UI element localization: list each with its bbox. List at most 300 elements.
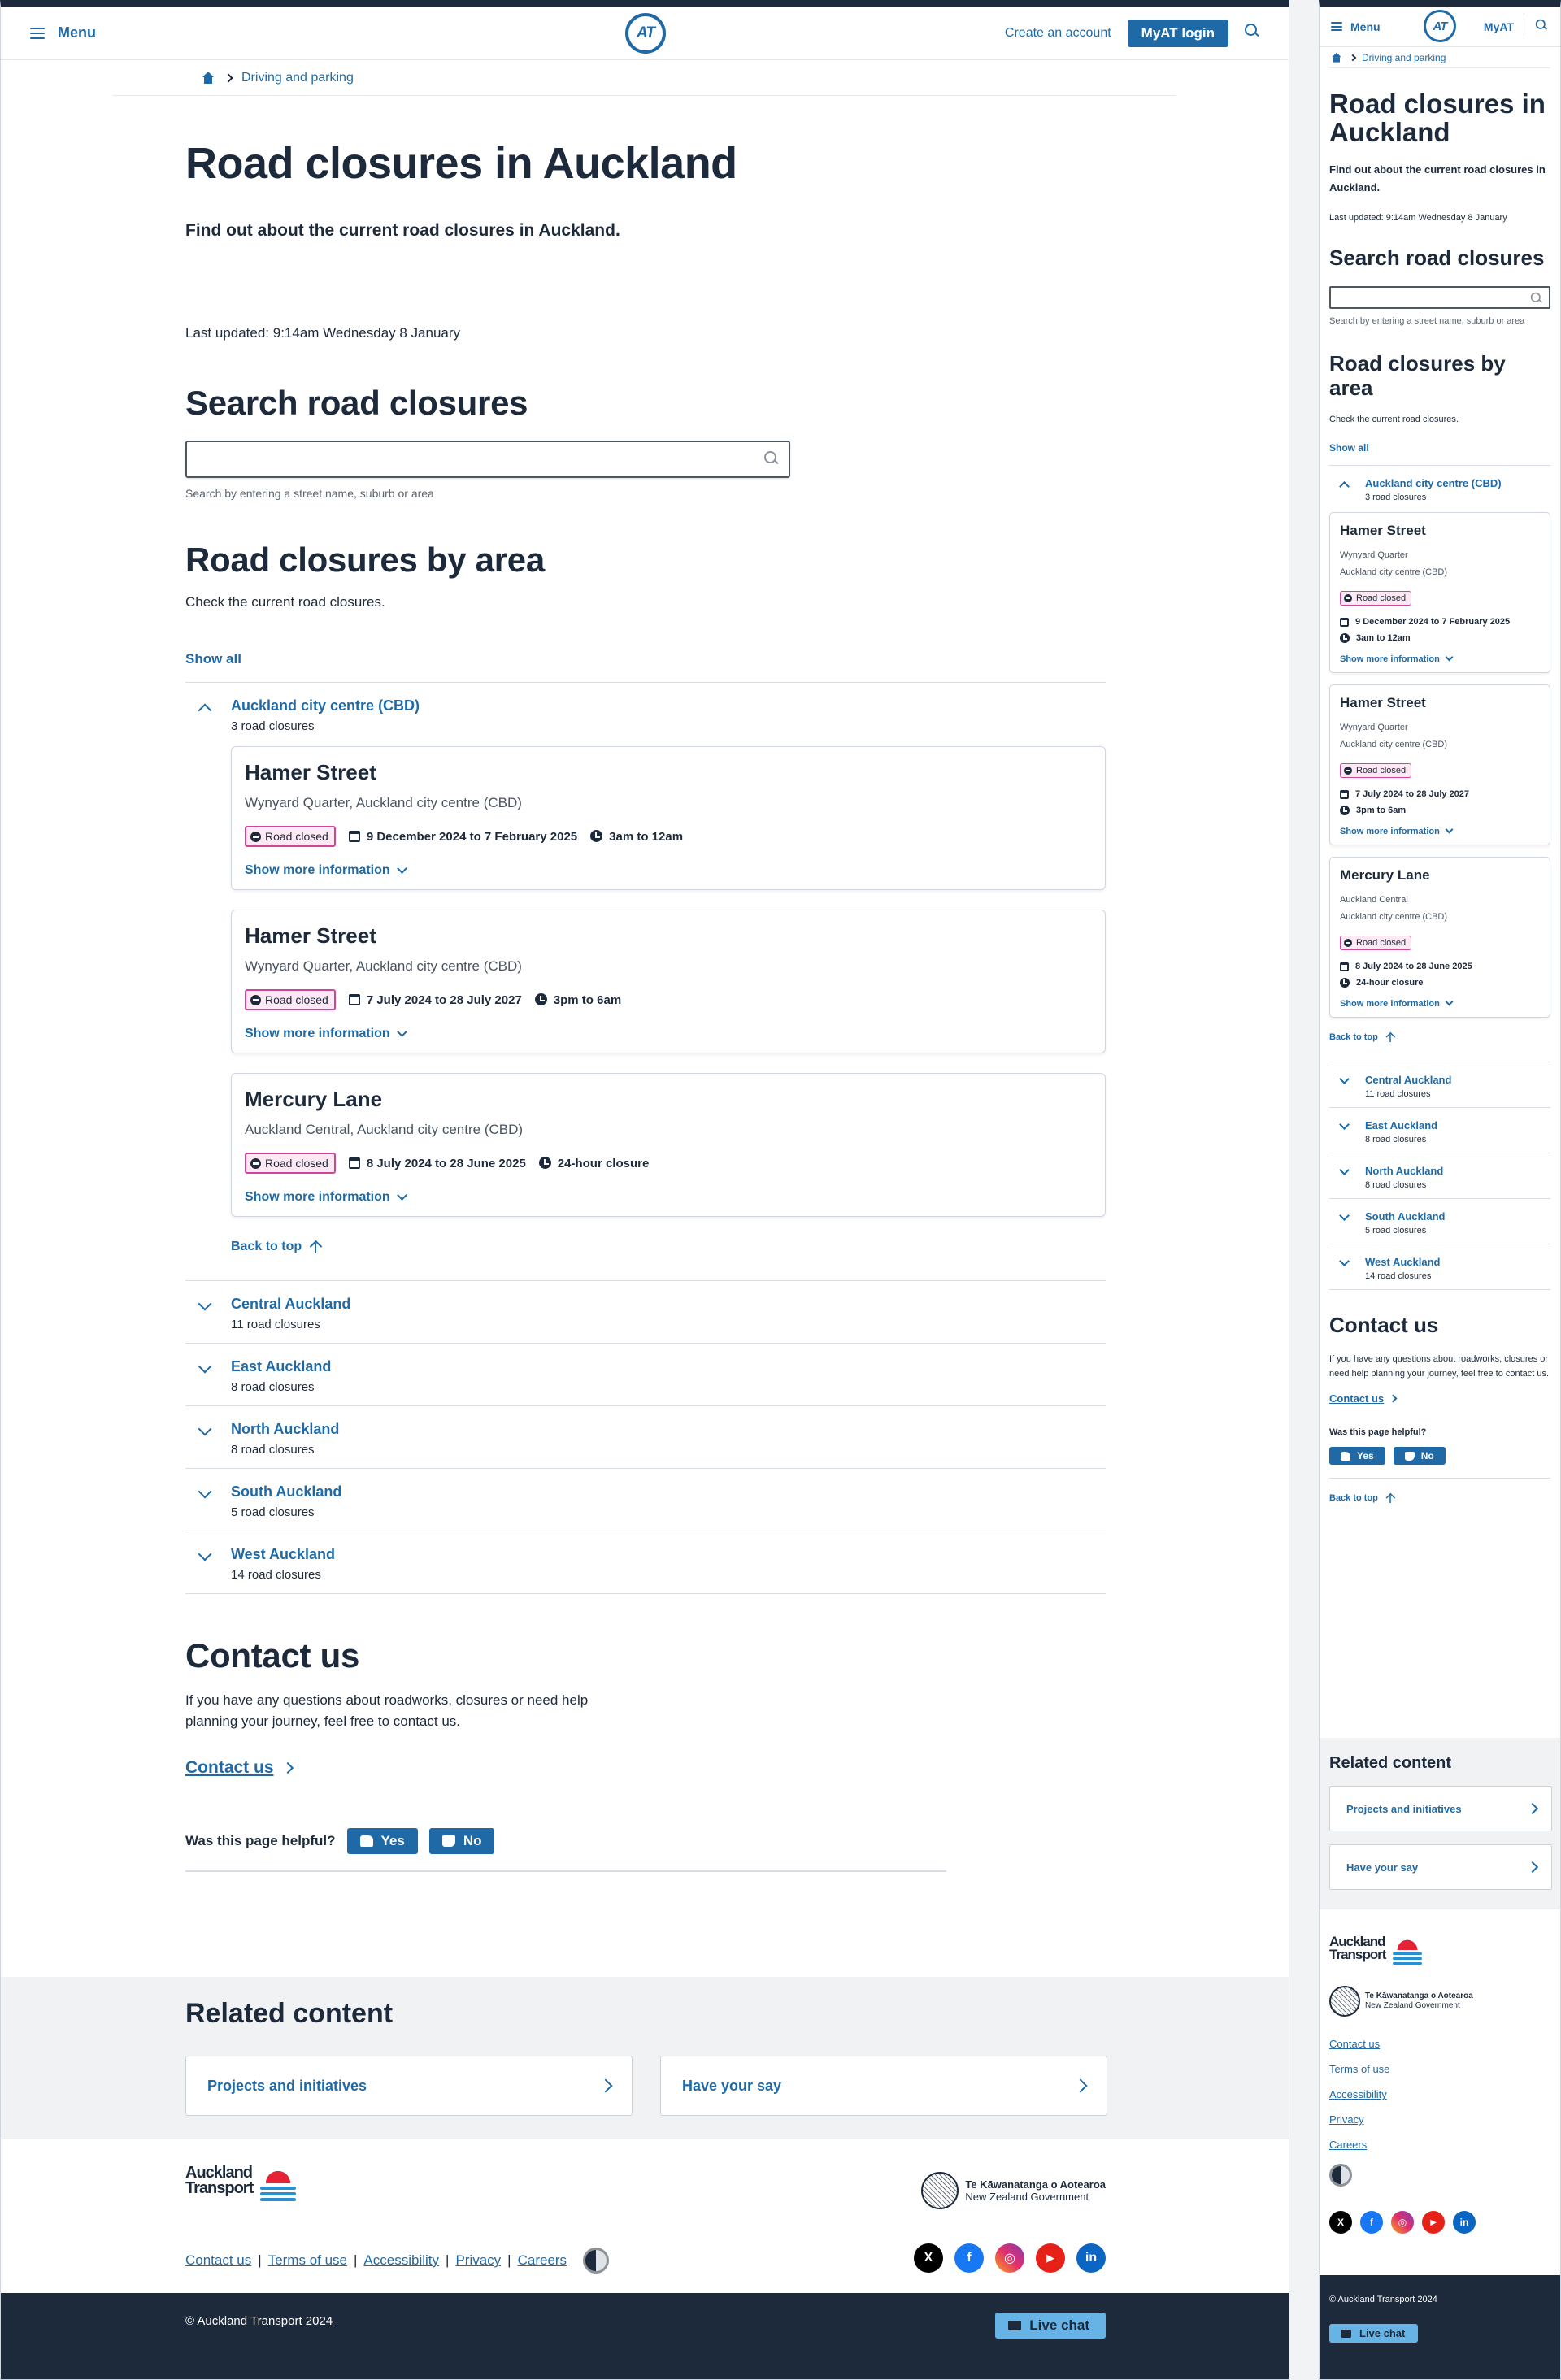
thumbs-up-icon [360, 1835, 373, 1847]
search-hint: Search by entering a street name, suburb or area [185, 487, 434, 500]
closure-dates [349, 993, 522, 1007]
gov-line-1: Te Kāwanatanga o Aotearoa [1365, 1991, 1473, 2000]
accordion-item-north [1329, 1153, 1550, 1199]
menu-button[interactable] [1331, 20, 1381, 33]
show-more-button[interactable] [245, 1190, 1092, 1205]
accordion-title-north[interactable]: North Auckland [1365, 1165, 1444, 1177]
hamburger-icon [30, 28, 45, 39]
dates-text: 9 December 2024 to 7 February 2025 [366, 829, 578, 844]
calendar-icon [349, 831, 360, 842]
footer-link-contact[interactable]: Contact us [1329, 2038, 1381, 2050]
no-entry-icon [1344, 939, 1352, 947]
chevron-down-icon[interactable] [1339, 1165, 1350, 1175]
chevron-down-icon [1445, 654, 1453, 662]
chevron-down-icon[interactable] [198, 1360, 212, 1374]
closure-meta [245, 826, 1092, 847]
feedback-yes-button[interactable] [1329, 1447, 1385, 1465]
breadcrumb [1329, 47, 1550, 68]
chevron-down-icon [397, 1190, 407, 1201]
footer-link-accessibility[interactable]: Accessibility [1329, 2088, 1387, 2100]
related-content [1320, 1738, 1561, 1909]
instagram-icon[interactable]: ◎ [995, 2243, 1024, 2273]
breadcrumb-home[interactable] [1329, 51, 1344, 64]
related-label: Projects and initiatives [1346, 1802, 1462, 1815]
site-footer [1, 2139, 1289, 2299]
chevron-down-icon[interactable] [198, 1548, 212, 1561]
nz-government-logo [921, 2172, 1106, 2209]
chevron-up-icon[interactable] [1339, 481, 1350, 492]
arrow-up-icon [1386, 1493, 1395, 1503]
main-content [1320, 89, 1560, 1505]
chat-icon [1341, 2330, 1351, 2338]
closure-street: Hamer Street [1340, 695, 1426, 710]
related-card-have-your-say[interactable] [1329, 1844, 1552, 1890]
dates-text: 9 December 2024 to 7 February 2025 [1355, 617, 1511, 627]
calendar-icon [1340, 790, 1349, 799]
show-more-button[interactable] [245, 1027, 1092, 1041]
accordion-title-north[interactable]: North Auckland [231, 1421, 340, 1437]
clock-icon [535, 993, 547, 1005]
facebook-icon[interactable]: f [1360, 2211, 1383, 2234]
back-to-top-label: Back to top [1329, 1032, 1378, 1042]
show-more-label: Show more information [1340, 827, 1440, 836]
myat-login-link[interactable]: MyAT [1483, 20, 1514, 33]
show-more-button[interactable] [1340, 654, 1540, 664]
social-links [914, 2243, 1106, 2273]
back-to-top-label: Back to top [231, 1240, 302, 1253]
search-icon [1536, 20, 1547, 31]
pohutukawa-icon [260, 2165, 296, 2206]
clock-icon [590, 830, 602, 842]
status-label: Road closed [265, 993, 328, 1006]
page-lead: Find out about the current road closures in Auckland. [185, 221, 620, 240]
mobile-header [1320, 7, 1560, 47]
calendar-icon [349, 1157, 360, 1169]
accordion-title-west[interactable]: West Auckland [231, 1546, 336, 1562]
accordion-item-central [1329, 1062, 1550, 1108]
closure-street: Hamer Street [1340, 523, 1426, 538]
show-more-label: Show more information [1340, 999, 1440, 1009]
show-more-label: Show more information [245, 1190, 390, 1204]
chevron-down-icon [1445, 826, 1453, 834]
last-updated: Last updated: 9:14am Wednesday 8 January [185, 325, 461, 341]
chevron-down-icon [397, 863, 407, 874]
accordion-panel [1329, 502, 1550, 1053]
chevron-right-icon [224, 73, 233, 82]
thumbs-up-icon [1341, 1452, 1350, 1461]
contact-us-link[interactable] [185, 1758, 292, 1778]
gov-text [1365, 1991, 1473, 2011]
myat-login-button[interactable]: MyAT login [1128, 20, 1228, 47]
related-card-projects[interactable] [1329, 1786, 1552, 1831]
thumbs-down-icon [1405, 1452, 1415, 1461]
location-line-2: Auckland city centre (CBD) [1340, 740, 1448, 749]
dates-text: 8 July 2024 to 28 June 2025 [1355, 962, 1472, 971]
search-hint: Search by entering a street name, suburb or area [1329, 316, 1525, 326]
chevron-down-icon [397, 1027, 407, 1037]
live-chat-button[interactable] [1329, 2324, 1418, 2343]
create-account-link[interactable]: Create an account [1004, 25, 1111, 40]
accordion-item-central [185, 1281, 1106, 1344]
show-more-label: Show more information [1340, 654, 1440, 664]
feedback-question: Was this page helpful? [1329, 1427, 1427, 1437]
chevron-down-icon[interactable] [1339, 1119, 1350, 1130]
back-to-top-link[interactable] [1329, 1031, 1396, 1044]
status-badge [245, 826, 336, 847]
closure-card [1329, 512, 1550, 673]
chevron-right-icon [1074, 2079, 1088, 2093]
feedback-bar [1329, 1447, 1550, 1465]
social-links [1329, 2211, 1552, 2234]
brand-wordmark [1329, 1935, 1385, 1961]
closure-time [539, 1157, 650, 1170]
copyright: © Auckland Transport 2024 [185, 2314, 333, 2328]
footer-bottom-bar [1, 2293, 1289, 2379]
closure-card [1329, 684, 1550, 845]
feedback-no-button[interactable] [429, 1828, 495, 1854]
arrow-up-icon [310, 1240, 321, 1253]
accordion-count: 14 road closures [1365, 1271, 1432, 1281]
search-heading: Search road closures [1329, 245, 1545, 270]
closure-dates [1340, 617, 1540, 627]
status-label: Road closed [265, 1157, 328, 1170]
show-more-button[interactable] [1340, 999, 1540, 1009]
search-icon [1245, 24, 1259, 38]
calendar-icon [1340, 618, 1349, 627]
show-more-button[interactable] [245, 863, 1092, 878]
time-text: 24-hour closure [557, 1156, 650, 1170]
breadcrumb-driving-parking[interactable]: Driving and parking [1362, 51, 1446, 63]
closure-time [1340, 633, 1540, 643]
page-title: Road closures in Auckland [1329, 89, 1546, 147]
live-chat-button[interactable] [995, 2313, 1106, 2339]
accordion-count: 5 road closures [231, 1505, 315, 1519]
related-label: Have your say [1346, 1861, 1419, 1874]
clock-icon [1340, 978, 1350, 988]
footer-link-privacy[interactable]: Privacy [1329, 2113, 1364, 2126]
chevron-down-icon[interactable] [198, 1422, 212, 1436]
search-input[interactable] [1329, 286, 1550, 309]
accordion-count: 8 road closures [1365, 1135, 1427, 1144]
accordion-count: 3 road closures [1365, 493, 1427, 502]
at-logo[interactable]: AT [625, 13, 666, 54]
closure-card [1329, 857, 1550, 1018]
linkedin-icon[interactable]: in [1076, 2243, 1106, 2273]
feedback-no-button[interactable] [1394, 1447, 1446, 1465]
closure-dates [349, 830, 577, 844]
closure-street: Mercury Lane [245, 1087, 383, 1111]
closure-meta [245, 989, 1092, 1010]
contact-text: If you have any questions about roadworks, closures or need help planning your journey, feel free to contact us. [185, 1692, 589, 1729]
chevron-down-icon[interactable] [198, 1297, 212, 1311]
areas-subtitle: Check the current road closures. [1329, 415, 1459, 424]
facebook-icon[interactable]: f [954, 2243, 984, 2273]
closure-card [231, 910, 1106, 1053]
nz-crest-icon [921, 2172, 959, 2209]
auckland-transport-logo[interactable] [1329, 1934, 1422, 1962]
yes-label: Yes [1357, 1450, 1374, 1461]
divider [1329, 1478, 1550, 1479]
brand-line-1: Auckland [185, 2164, 253, 2182]
linkedin-icon[interactable]: in [1453, 2211, 1476, 2234]
accordion-title-cbd[interactable]: Auckland city centre (CBD) [231, 697, 420, 714]
yes-label: Yes [380, 1833, 405, 1848]
area-accordion [1329, 465, 1550, 1290]
accordion-panel [231, 733, 1106, 1269]
search-icon[interactable] [764, 451, 779, 466]
related-label: Projects and initiatives [207, 2077, 367, 2094]
chevron-right-icon [281, 1762, 293, 1774]
footer-link-privacy[interactable]: Privacy [455, 2252, 502, 2268]
nz-government-logo [1329, 1986, 1552, 2017]
related-label: Have your say [682, 2077, 782, 2094]
closure-dates [1340, 962, 1540, 971]
accordion-count: 3 road closures [231, 719, 315, 733]
no-entry-icon [1344, 594, 1352, 602]
youtube-icon[interactable]: ▶ [1422, 2211, 1445, 2234]
breadcrumb-home[interactable] [201, 72, 215, 85]
closure-street: Mercury Lane [1340, 867, 1430, 883]
location-line-2: Auckland city centre (CBD) [1340, 912, 1448, 922]
time-text: 3am to 12am [1356, 633, 1411, 643]
accordion-title-east[interactable]: East Auckland [231, 1358, 332, 1375]
brand-line-2: Transport [1329, 1947, 1386, 1962]
accordion-item-east [1329, 1108, 1550, 1153]
contact-heading: Contact us [185, 1636, 360, 1674]
thumbs-down-icon [442, 1835, 455, 1847]
breadcrumb [113, 60, 1176, 96]
closure-street: Hamer Street [245, 923, 376, 948]
status-badge [1340, 763, 1411, 778]
site-header [1, 7, 1289, 60]
status-badge [1340, 936, 1411, 950]
youtube-icon[interactable]: ▶ [1036, 2243, 1065, 2273]
accordion-title-central[interactable]: Central Auckland [231, 1296, 351, 1312]
areas-heading: Road closures by area [185, 541, 545, 579]
contact-text: If you have any questions about roadworks, closures or need help planning your journey, feel free to contact us. [1329, 1354, 1550, 1379]
accordion-count: 8 road closures [1365, 1180, 1427, 1190]
footer-link-accessibility[interactable]: Accessibility [363, 2252, 440, 2268]
area-accordion [185, 682, 1106, 1594]
closure-time [1340, 806, 1540, 815]
location-line-1: Wynyard Quarter [1340, 550, 1408, 560]
closure-card [231, 1073, 1106, 1217]
status-badge [245, 989, 336, 1010]
closure-card [231, 746, 1106, 890]
back-to-top-link[interactable] [231, 1240, 321, 1254]
hamburger-icon [1331, 22, 1342, 31]
no-label: No [463, 1833, 482, 1848]
closure-time [1340, 978, 1540, 988]
nz-crest-icon [1329, 1986, 1360, 2017]
chevron-right-icon [1350, 54, 1356, 60]
time-text: 3am to 12am [609, 829, 684, 844]
divider [185, 1870, 946, 1872]
menu-label: Menu [1350, 20, 1381, 33]
calendar-icon [349, 994, 360, 1005]
page-lead: Find out about the current road closures in Auckland. [1329, 163, 1546, 193]
status-badge [1340, 591, 1411, 606]
related-heading: Related content [185, 1998, 394, 2029]
accordion-count: 11 road closures [1365, 1089, 1431, 1099]
accordion-title-cbd[interactable]: Auckland city centre (CBD) [1365, 477, 1502, 489]
auckland-transport-logo[interactable] [185, 2164, 296, 2197]
page-title: Road closures in Auckland [185, 139, 737, 188]
live-chat-label: Live chat [1029, 2317, 1089, 2333]
chevron-down-icon[interactable] [1339, 1210, 1350, 1221]
accordion-item-south [185, 1469, 1106, 1531]
contact-us-link[interactable] [1329, 1392, 1396, 1405]
footer-link-terms[interactable]: Terms of use [267, 2252, 347, 2268]
live-chat-label: Live chat [1359, 2327, 1406, 2339]
show-more-label: Show more information [245, 863, 390, 877]
show-all-link[interactable]: Show all [185, 651, 241, 667]
accordion-item-cbd [1329, 466, 1550, 1062]
related-card-have-your-say[interactable] [660, 2056, 1107, 2116]
breadcrumb-driving-parking[interactable]: Driving and parking [241, 70, 354, 85]
closure-street: Hamer Street [245, 760, 376, 784]
accordion-count: 8 road closures [231, 1380, 315, 1394]
accordion-item-west [1329, 1244, 1550, 1290]
feedback-bar [185, 1828, 1108, 1854]
accordion-title-central[interactable]: Central Auckland [1365, 1074, 1452, 1086]
status-label: Road closed [265, 830, 328, 843]
at-logo[interactable]: AT [1424, 10, 1456, 42]
header-search-button[interactable] [1534, 18, 1549, 35]
closure-location: Wynyard Quarter, Auckland city centre (CBD) [245, 958, 522, 974]
chevron-down-icon [1445, 998, 1453, 1006]
time-text: 24-hour closure [1356, 978, 1424, 988]
accordion-title-south[interactable]: South Auckland [231, 1483, 342, 1500]
show-more-label: Show more information [245, 1027, 390, 1040]
contact-us-label: Contact us [185, 1758, 274, 1777]
gov-line-2: New Zealand Government [965, 2191, 1089, 2203]
accordion-count: 14 road closures [231, 1568, 321, 1582]
feedback-question: Was this page helpful? [185, 1833, 336, 1848]
dates-text: 7 July 2024 to 28 July 2027 [1355, 789, 1470, 799]
accordion-count: 5 road closures [1365, 1226, 1427, 1236]
accordion-title-south[interactable]: South Auckland [1365, 1210, 1446, 1223]
accordion-item-south [1329, 1199, 1550, 1244]
home-icon [201, 72, 215, 85]
chevron-down-icon[interactable] [1339, 1074, 1350, 1084]
feedback-yes-button[interactable] [347, 1828, 418, 1854]
accordion-item-north [185, 1406, 1106, 1469]
footer-link-terms[interactable]: Terms of use [1329, 2063, 1390, 2075]
x-icon[interactable]: X [914, 2243, 943, 2273]
no-label: No [1420, 1450, 1434, 1461]
accordion-item-east [185, 1344, 1106, 1406]
status-label: Road closed [1356, 766, 1407, 775]
search-heading: Search road closures [185, 384, 528, 422]
calendar-icon [1340, 962, 1349, 971]
mobile-viewport [1319, 0, 1561, 2380]
closure-location [1340, 892, 1540, 926]
status-label: Road closed [1356, 593, 1407, 603]
chevron-right-icon [599, 2079, 613, 2093]
no-entry-icon [250, 1158, 261, 1169]
accordion-item-cbd [185, 683, 1106, 1281]
footer-bottom-bar [1320, 2275, 1561, 2379]
contact-heading: Contact us [1329, 1313, 1439, 1337]
show-more-button[interactable] [1340, 827, 1540, 836]
header-actions [1484, 18, 1549, 36]
no-entry-icon [250, 832, 261, 842]
gov-line-1: Te Kāwanatanga o Aotearoa [965, 2178, 1106, 2191]
gov-line-2: New Zealand Government [1365, 2001, 1460, 2010]
instagram-icon[interactable]: ◎ [1391, 2211, 1414, 2234]
related-content [1, 1977, 1289, 2139]
chevron-right-icon [1527, 1803, 1538, 1814]
location-line-1: Auckland Central [1340, 895, 1408, 905]
arrow-up-icon [1386, 1032, 1395, 1042]
closure-location: Auckland Central, Auckland city centre (CBD) [245, 1122, 524, 1137]
areas-subtitle: Check the current road closures. [185, 594, 385, 610]
clock-icon [1340, 806, 1350, 815]
related-cards [185, 2056, 1289, 2116]
chat-icon [1008, 2321, 1021, 2330]
time-text: 3pm to 6am [1356, 806, 1407, 815]
areas-heading: Road closures by area [1329, 351, 1506, 400]
accessibility-icon[interactable] [1329, 2164, 1352, 2187]
x-icon[interactable]: X [1329, 2211, 1352, 2234]
footer-link-careers[interactable]: Careers [517, 2252, 567, 2268]
accordion-count: 8 road closures [231, 1443, 315, 1457]
chevron-up-icon[interactable] [198, 704, 212, 718]
accessibility-icon[interactable] [583, 2248, 609, 2274]
chevron-down-icon[interactable] [198, 1485, 212, 1499]
closure-meta [245, 1153, 1092, 1174]
search-input[interactable] [185, 441, 790, 478]
header-search-button[interactable] [1245, 24, 1259, 42]
menu-label: Menu [58, 24, 96, 41]
home-icon [1331, 52, 1342, 63]
back-to-top-link[interactable] [1329, 1492, 1396, 1505]
chevron-down-icon[interactable] [1339, 1256, 1350, 1266]
show-all-link[interactable]: Show all [1329, 442, 1369, 454]
menu-button[interactable] [30, 24, 96, 41]
brand-wordmark [185, 2165, 253, 2196]
contact-us-label: Contact us [1329, 1392, 1385, 1405]
related-card-projects[interactable] [185, 2056, 633, 2116]
main-content [1, 138, 1108, 1872]
accordion-title-west[interactable]: West Auckland [1365, 1256, 1441, 1268]
accordion-title-east[interactable]: East Auckland [1365, 1119, 1438, 1131]
closure-time [535, 993, 621, 1007]
search-icon[interactable] [1531, 293, 1542, 304]
footer-links [1329, 2038, 1552, 2151]
related-heading: Related content [1329, 1754, 1452, 1772]
pohutukawa-icon [1393, 1935, 1422, 1968]
footer-links: Contact us | Terms of use | Accessibility | Privacy | Careers [185, 2248, 609, 2274]
time-text: 3pm to 6am [553, 992, 622, 1007]
closure-time [590, 830, 683, 844]
footer-link-careers[interactable]: Careers [1329, 2139, 1368, 2151]
accordion-item-west [185, 1531, 1106, 1594]
closure-location: Wynyard Quarter, Auckland city centre (CBD) [245, 795, 522, 810]
clock-icon [1340, 633, 1350, 643]
no-entry-icon [1344, 767, 1352, 775]
no-entry-icon [250, 995, 261, 1005]
back-to-top-label: Back to top [1329, 1493, 1378, 1503]
brand-line-2: Transport [185, 2179, 254, 2197]
last-updated: Last updated: 9:14am Wednesday 8 January [1329, 213, 1507, 223]
status-label: Road closed [1356, 938, 1407, 948]
gov-text [965, 2178, 1106, 2203]
footer-link-contact[interactable]: Contact us [185, 2252, 252, 2268]
closure-location [1340, 719, 1540, 754]
closure-dates [349, 1157, 526, 1170]
